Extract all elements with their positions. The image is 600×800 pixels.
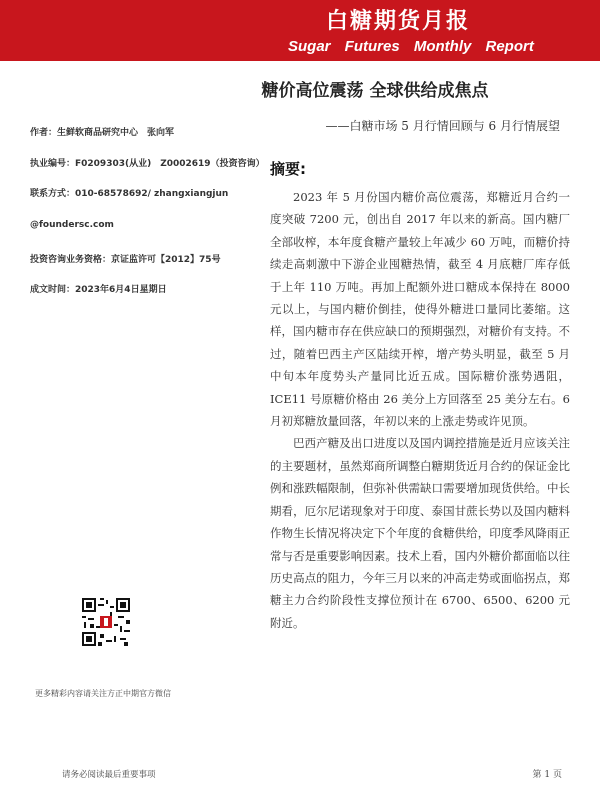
date-line: 成文时间：2023年6月4日星期日	[30, 285, 167, 295]
contact-line: 联系方式：010-68578692/ zhangxiangjun	[30, 189, 229, 199]
license-line: 执业编号：F0209303(从业) Z0002619（投资咨询）	[30, 159, 265, 169]
wechat-qr-code	[80, 596, 132, 648]
page-number: 第 1 页	[532, 770, 562, 780]
qualification-line: 投资咨询业务资格：京证监许可【2012】75号	[30, 255, 221, 265]
summary-body	[270, 186, 570, 634]
email-line: @foundersc.com	[30, 220, 114, 230]
report-subtitle: ——白糖市场 5 月行情回顾与 6 月行情展望	[325, 119, 560, 133]
header-title-cn: 白糖期货月报	[325, 9, 470, 34]
report-title: 糖价高位震荡 全球供给成焦点	[261, 81, 489, 101]
summary-paragraph: 巴西产糖及出口进度以及国内调控措施是近月应该关注的主要题材，虽然郑商所调整白糖期货近月合约的保证金比例和涨跌幅限制，但弥补供需缺口需要增加现货供给。中长期看，厄尔尼诺现象对于印度、泰国甘蔗长势以及国内糖料作物生长情况将决定下个年度的食糖供给，印度季风降雨正常与否是重要影响因素。技术上看，国内外糖价都面临以往历史高点的阻力，今年三月以来的冲高走势或面临拐点，郑糖主力合约阶段性支撑位预计在 6700、6500、6200 元附近。	[270, 436, 570, 630]
summary-heading: 摘要:	[270, 160, 306, 178]
author-line: 作者：生鲜软商品研究中心 张向军	[30, 128, 175, 138]
qr-caption: 更多精彩内容请关注方正中期官方微信	[35, 689, 171, 698]
summary-paragraph: 2023 年 5 月份国内糖价高位震荡，郑糖近月合约一度突破 7200 元，创出自 2017 年以来的新高。国内糖厂全部收榨，本年度食糖产量较上年减少 60 万吨，而糖价持续走高刺激中下游企业囤糖热情，截至 4 月底糖厂库存低于上年 110 万吨。再加上配额外进口糖成本保持在 8000 元以上，与国内糖价倒挂，使得外糖进口量同比萎缩。这样，国内糖市存在供应缺口的预期强烈，对糖价有支持。不过，随着巴西主产区陆续开榨，增产势头明显，截至 5 月中旬本年度势头产量同比近五成。国际糖价涨势遇阻，ICE11 号原糖价格由 26 美分上方回落至 25 美分左右。6 月初郑糖放量回落，年初以来的上涨走势或许见顶。	[270, 190, 570, 429]
header-title-en: Sugar Futures Monthly Report	[288, 38, 534, 55]
report-header-banner	[0, 0, 600, 61]
footer-disclaimer: 请务必阅读最后重要事项	[62, 770, 156, 780]
